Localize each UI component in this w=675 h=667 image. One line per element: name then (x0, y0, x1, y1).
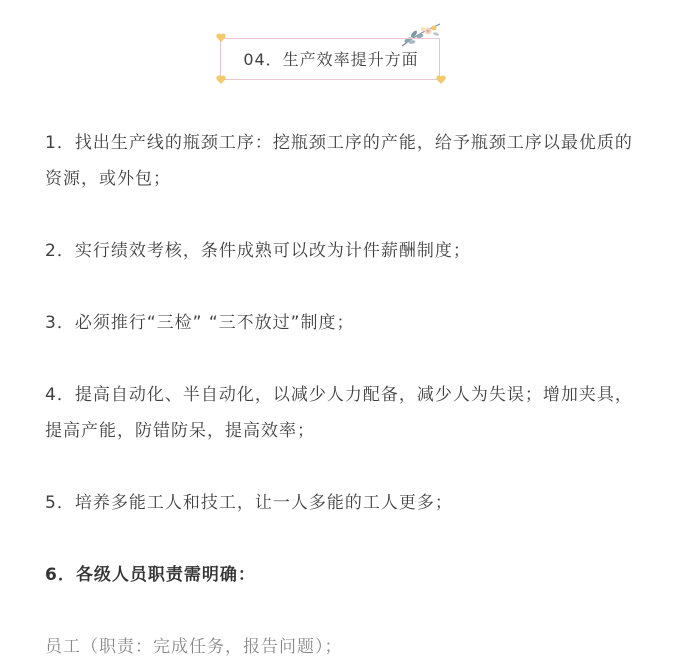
heart-icon (436, 75, 446, 84)
heart-icon (216, 33, 226, 42)
paragraph-6-heading: 6．各级人员职责需明确： (45, 565, 256, 585)
section-title-box (220, 38, 440, 80)
heart-icon (216, 75, 226, 84)
paragraph-1: 1．找出生产线的瓶颈工序：挖瓶颈工序的产能，给予瓶颈工序以最优质的资源，或外包； (45, 133, 633, 189)
section-header (0, 0, 675, 95)
paragraph-4: 4．提高自动化、半自动化，以减少人力配备，减少人为失误；增加夹具，提高产能，防错防呆，提高效率； (45, 385, 633, 441)
paragraph-5: 5．培养多能工人和技工，让一人多能的工人更多； (45, 493, 453, 513)
paragraph-2: 2．实行绩效考核，条件成熟可以改为计件薪酬制度； (45, 241, 471, 261)
section-title: 04．生产效率提升方面 (243, 50, 419, 69)
paragraph-3: 3．必须推行“三检” “三不放过”制度； (45, 313, 355, 333)
article-content (45, 125, 635, 665)
paragraph-7: 员工（职责：完成任务，报告问题）； (45, 637, 343, 657)
